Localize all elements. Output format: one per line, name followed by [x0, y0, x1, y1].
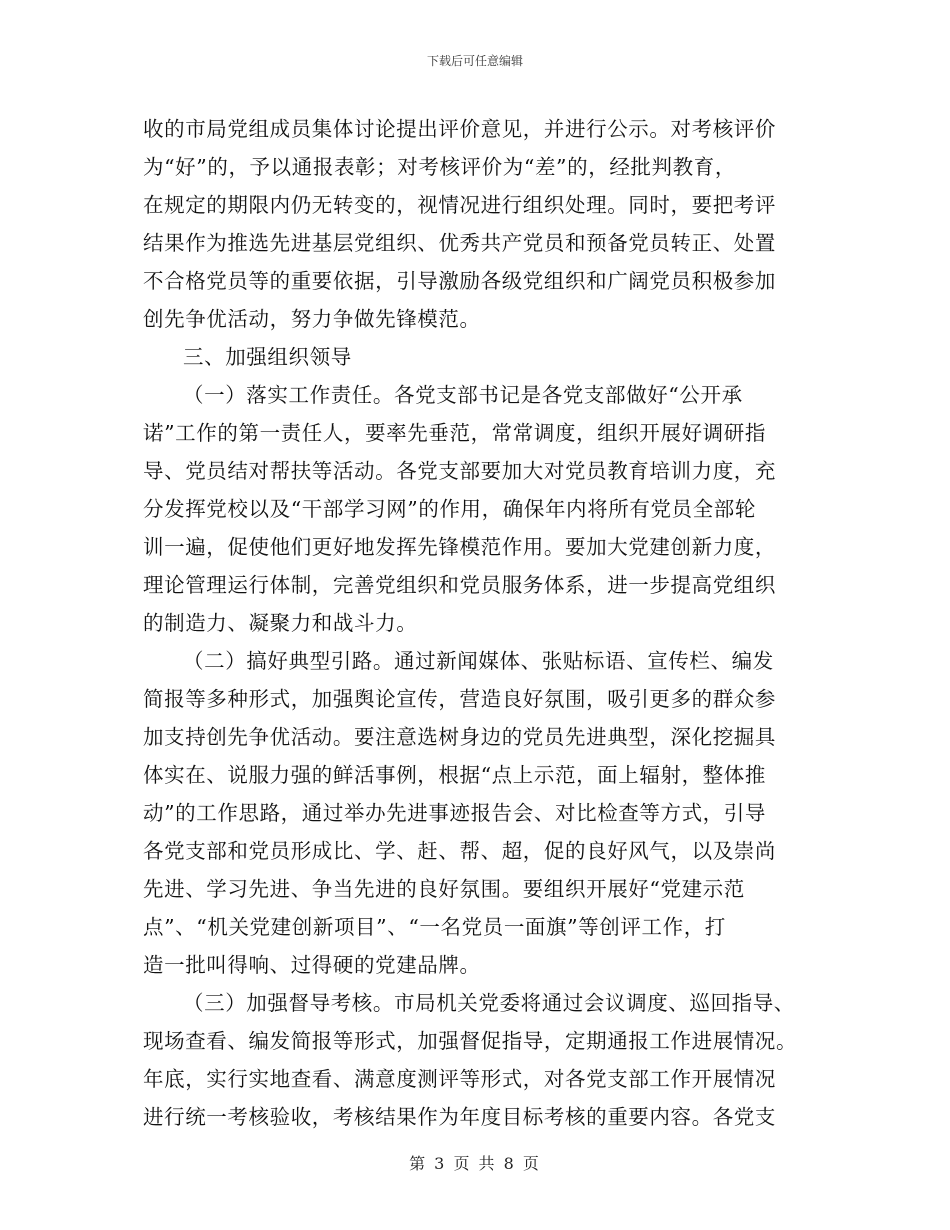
text-line: 理论管理运行体制，完善党组织和党员服务体系，进一步提高党组织: [143, 573, 776, 597]
text-line: 进行统一考核验收，考核结果作为年度目标考核的重要内容。各党支: [143, 1105, 776, 1129]
text-line: 加支持创先争优活动。要注意选树身边的党员先进典型，深化挖掘具: [143, 725, 776, 749]
paragraph-start-line: （一）落实工作责任。各党支部书记是各党支部做好“公开承: [183, 383, 743, 407]
section-heading: 三、加强组织领导: [183, 345, 352, 369]
text-line: 不合格党员等的重要依据，引导激励各级党组织和广阔党员积极参加: [143, 269, 776, 293]
page-number: 第 3 页 共 8 页: [409, 1154, 541, 1173]
text-line: 诺”工作的第一责任人，要率先垂范，常常调度，组织开展好调研指: [143, 421, 766, 445]
text-line: 分发挥党校以及“干部学习网”的作用，确保年内将所有党员全部轮: [143, 497, 756, 521]
text-line: 创先争优活动，努力争做先锋模范。: [143, 307, 481, 331]
text-line: 为“好”的，予以通报表彰；对考核评价为“差”的，经批判教育，: [143, 155, 736, 179]
page-header: 下载后可任意编辑: [426, 54, 523, 68]
text-line: 年底，实行实地查看、满意度测评等形式，对各党支部工作开展情况: [143, 1067, 776, 1091]
text-line: 体实在、说服力强的鲜活事例，根据“点上示范，面上辐射，整体推: [143, 763, 766, 787]
text-line: 现场查看、编发简报等形式，加强督促指导，定期通报工作进展情况。: [143, 1029, 798, 1053]
paragraph-start-line: （二）搞好典型引路。通过新闻媒体、张贴标语、宣传栏、编发: [183, 649, 774, 673]
text-line: 的制造力、凝聚力和战斗力。: [143, 611, 418, 635]
text-line: 在规定的期限内仍无转变的，视情况进行组织处理。同时，要把考评: [143, 193, 776, 217]
paragraph-start-line: （三）加强督导考核。市局机关党委将通过会议调度、巡回指导、: [183, 991, 795, 1015]
text-line: 造一批叫得响、过得硬的党建品牌。: [143, 953, 481, 977]
text-line: 结果作为推选先进基层党组织、优秀共产党员和预备党员转正、处置: [143, 231, 776, 255]
text-line: 先进、学习先进、争当先进的良好氛围。要组织开展好“党建示范: [143, 877, 745, 901]
text-line: 训一遍，促使他们更好地发挥先锋模范作用。要加大党建创新力度，: [143, 535, 776, 559]
text-line: 点”、“机关党建创新项目”、“一名党员一面旗”等创评工作，打: [143, 915, 726, 939]
text-line: 简报等多种形式，加强舆论宣传，营造良好氛围，吸引更多的群众参: [143, 687, 776, 711]
text-line: 收的市局党组成员集体讨论提出评价意见，并进行公示。对考核评价: [143, 117, 776, 141]
text-line: 动”的工作思路，通过举办先进事迹报告会、对比检查等方式，引导: [143, 801, 766, 825]
text-line: 导、党员结对帮扶等活动。各党支部要加大对党员教育培训力度，充: [143, 459, 776, 483]
text-line: 各党支部和党员形成比、学、赶、帮、超，促的良好风气，以及崇尚: [143, 839, 776, 863]
